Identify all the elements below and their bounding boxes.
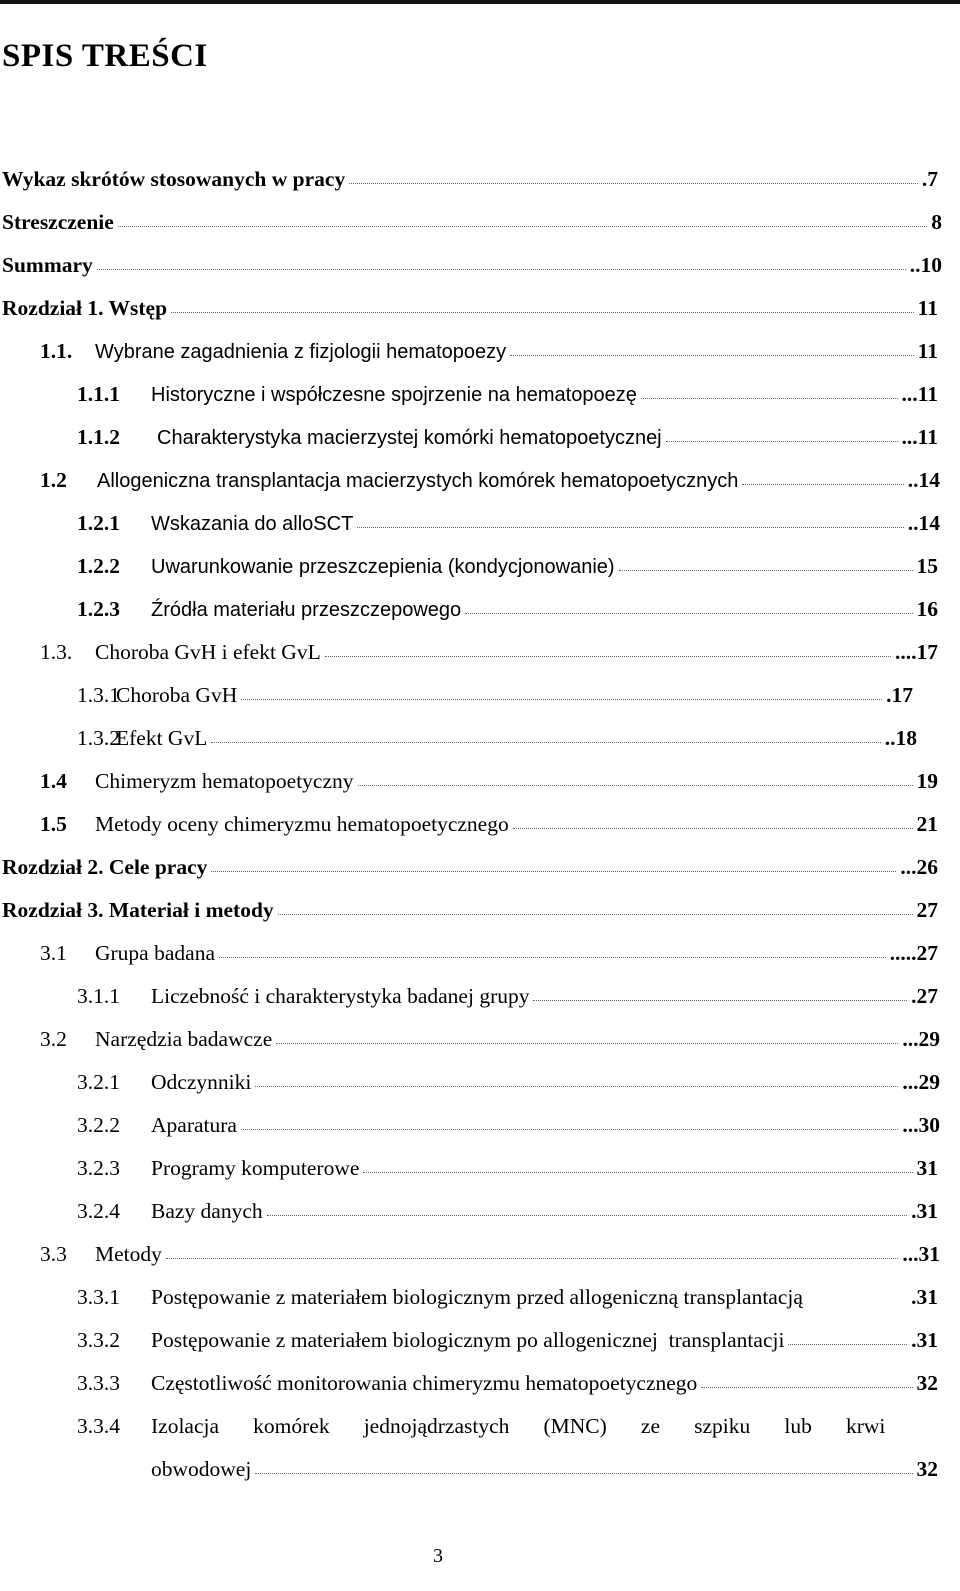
- toc-entry-number: 1.2.1: [77, 510, 120, 535]
- toc-entry-leader: [241, 699, 882, 700]
- toc-entry-page: 19: [916, 768, 938, 793]
- toc-entry-title: Summary: [2, 252, 93, 277]
- toc-entry[interactable]: [2, 279, 938, 319]
- toc-entry[interactable]: [2, 193, 942, 233]
- toc-entry-page: ...29: [902, 1026, 940, 1051]
- toc-entry-leader: [219, 957, 886, 958]
- toc-entry[interactable]: [2, 838, 938, 878]
- toc-entry-page: 32: [916, 1456, 938, 1481]
- toc-entry-leader: [641, 398, 898, 399]
- toc-entry-number: 1.3.2: [77, 725, 120, 750]
- toc-entry-page: 16: [916, 596, 938, 621]
- toc-entry-page: .31: [911, 1198, 938, 1223]
- toc-entry-number: 1.2.2: [77, 553, 120, 578]
- toc-entry-page: ..10: [909, 252, 942, 277]
- toc-entry-title: Historyczne i współczesne spojrzenie na hematopoezę: [151, 384, 637, 406]
- toc-entry-page: ..14: [907, 467, 940, 492]
- toc-entry-leader: [349, 183, 918, 184]
- top-rule: [0, 0, 960, 4]
- toc-entry-title: Izolacja komórek jednojądrzastych (MNC) ze szpiku lub krwi: [151, 1413, 886, 1438]
- toc-entry[interactable]: [77, 1096, 940, 1136]
- toc-entry-page: ....17: [895, 639, 938, 664]
- toc-entry-title: Choroba GvH i efekt GvL: [95, 639, 321, 664]
- toc-entry-number: 3.3: [40, 1241, 67, 1266]
- page-title: SPIS TREŚCI: [2, 38, 208, 74]
- toc-entry-page: .27: [911, 983, 938, 1008]
- toc-entry-leader: [510, 355, 914, 356]
- toc-entry[interactable]: [77, 967, 938, 1007]
- toc-entry[interactable]: [77, 1354, 938, 1394]
- toc-entry-leader: [267, 1215, 907, 1216]
- toc-entry-leader: [278, 914, 913, 915]
- toc-entry[interactable]: [77, 408, 938, 448]
- toc-entry-title: Charakterystyka macierzystej komórki hematopoetycznej: [157, 427, 662, 449]
- toc-entry-title: Odczynniki: [151, 1069, 252, 1094]
- toc-entry-page: 32: [916, 1370, 938, 1395]
- toc-entry-number: 3.3.3: [77, 1370, 120, 1395]
- toc-entry-page: 15: [916, 553, 938, 578]
- toc-entry-title: Chimeryzm hematopoetyczny: [95, 768, 354, 793]
- toc-entry-page: 8: [931, 209, 942, 234]
- toc-entry-title: Wybrane zagadnienia z fizjologii hematopoezy: [95, 341, 507, 363]
- toc-entry-page: 21: [916, 811, 938, 836]
- toc-entry[interactable]: [40, 795, 938, 835]
- toc-entry-page: 31: [916, 1155, 938, 1180]
- toc-entry[interactable]: [77, 666, 913, 706]
- toc-entry-title: Postępowanie z materiałem biologicznym przed allogeniczną transplantacją: [151, 1284, 803, 1309]
- toc-entry-leader: [465, 613, 912, 614]
- toc-entry[interactable]: [40, 623, 938, 663]
- toc-entry-number: 3.1: [40, 940, 67, 965]
- toc-entry-title: Narzędzia badawcze: [95, 1026, 273, 1051]
- toc-entry-title: Allogeniczna transplantacja macierzystych komórek hematopoetycznych: [97, 470, 739, 492]
- toc-entry[interactable]: [77, 1311, 938, 1351]
- toc-entry-leader: [211, 871, 896, 872]
- toc-entry[interactable]: [77, 494, 940, 534]
- toc-entry-title: Aparatura: [151, 1112, 237, 1137]
- toc-entry-number: 1.5: [40, 811, 67, 836]
- toc-entry-title: Częstotliwość monitorowania chimeryzmu hematopoetycznego: [151, 1370, 698, 1395]
- toc-entry-leader: [788, 1344, 907, 1345]
- toc-entry-number: 1.3.1: [77, 682, 120, 707]
- toc-entry-number: 1.2.3: [77, 596, 120, 621]
- toc-entry-page: .17: [886, 682, 913, 707]
- toc-entry[interactable]: [77, 1139, 938, 1179]
- toc-entry-page: ...31: [902, 1241, 940, 1266]
- toc-entry-number: 1.1.1: [77, 381, 120, 406]
- toc-entry-page: .31: [911, 1284, 938, 1309]
- toc-entry-number: 1.1.: [40, 338, 73, 363]
- toc-entry-number: 3.2.2: [77, 1112, 120, 1137]
- toc-entry-page: ..14: [907, 510, 940, 535]
- toc-entry-leader: [241, 1129, 898, 1130]
- toc-entry[interactable]: [2, 150, 938, 190]
- toc-entry-number: 3.3.1: [77, 1284, 120, 1309]
- page-number: 3: [433, 1545, 443, 1567]
- toc-entry-title: Rozdział 2. Cele pracy: [2, 854, 208, 879]
- toc-entry-leader: [171, 312, 914, 313]
- toc-entry-leader: [619, 570, 913, 571]
- toc-entry-title: Grupa badana: [95, 940, 215, 965]
- toc-entry-leader: [358, 785, 913, 786]
- toc-entry-page: ..18: [884, 725, 917, 750]
- toc-entry-number: 1.3.: [40, 639, 73, 664]
- toc-entry-page: 11: [917, 295, 938, 320]
- toc-entry-number: 3.2: [40, 1026, 67, 1051]
- toc-entry-number: 1.1.2: [77, 424, 120, 449]
- toc-entry-title: obwodowej: [151, 1456, 252, 1481]
- toc-entry-number: 1.4: [40, 768, 67, 793]
- toc-entry[interactable]: [2, 881, 938, 921]
- toc-entry-number: 1.2: [40, 467, 67, 492]
- toc-entry-page: ...30: [902, 1112, 940, 1137]
- toc-entry-leader: [166, 1258, 898, 1259]
- toc-entry-number: 3.3.2: [77, 1327, 120, 1352]
- toc-entry-page: ...26: [900, 854, 938, 879]
- toc-entry-title: Programy komputerowe: [151, 1155, 360, 1180]
- toc-entry-leader: [325, 656, 891, 657]
- toc-entry-title: Streszczenie: [2, 209, 114, 234]
- toc-entry-page: 11: [917, 338, 938, 363]
- toc-entry[interactable]: [77, 1268, 938, 1308]
- toc-entry-leader: [211, 742, 880, 743]
- toc-entry-page: ...11: [901, 381, 938, 406]
- toc-entry[interactable]: [40, 1225, 940, 1265]
- toc-entry[interactable]: [77, 1397, 917, 1437]
- toc-entry-title: Bazy danych: [151, 1198, 263, 1223]
- toc-entry[interactable]: [40, 322, 938, 362]
- toc-entry-leader: [255, 1473, 912, 1474]
- toc-entry-leader: [97, 269, 906, 270]
- toc-entry-title: Wskazania do alloSCT: [151, 513, 354, 535]
- toc-entry[interactable]: [151, 1440, 938, 1480]
- toc-entry-page: 27: [916, 897, 938, 922]
- toc-entry-title: Choroba GvH: [116, 682, 238, 707]
- toc-entry-title: Metody: [95, 1241, 162, 1266]
- toc-entry-title: Rozdział 3. Materiał i metody: [2, 897, 274, 922]
- toc-entry-title: Uwarunkowanie przeszczepienia (kondycjonowanie): [151, 556, 615, 578]
- toc-entry[interactable]: [40, 451, 940, 491]
- toc-entry[interactable]: [77, 580, 938, 620]
- toc-entry-number: 3.2.1: [77, 1069, 120, 1094]
- toc-entry-leader: [357, 527, 903, 528]
- toc-entry-number: 3.1.1: [77, 983, 120, 1008]
- toc-entry[interactable]: [77, 1182, 938, 1222]
- toc-entry-page: ...11: [901, 424, 938, 449]
- toc-entry[interactable]: [77, 365, 938, 405]
- toc-entry-title: Rozdział 1. Wstęp: [2, 295, 168, 320]
- toc-entry-page: .31: [911, 1327, 938, 1352]
- toc-entry-page: .....27: [889, 940, 938, 965]
- toc-entry-page: ...29: [902, 1069, 940, 1094]
- toc-entry-number: 3.2.3: [77, 1155, 120, 1180]
- toc-entry-title: Liczebność i charakterystyka badanej grupy: [151, 983, 530, 1008]
- toc-entry-leader: [276, 1043, 898, 1044]
- toc-entry[interactable]: [77, 1053, 940, 1093]
- toc-entry[interactable]: [40, 924, 938, 964]
- toc-entry-leader: [513, 828, 913, 829]
- toc-entry-number: 3.2.4: [77, 1198, 120, 1223]
- toc-entry[interactable]: [40, 1010, 940, 1050]
- toc-entry-title: Wykaz skrótów stosowanych w pracy: [2, 166, 346, 191]
- toc-entry-page: .7: [921, 166, 938, 191]
- toc-entry[interactable]: [77, 709, 917, 749]
- toc-entry-leader: [255, 1086, 898, 1087]
- toc-entry-title: Postępowanie z materiałem biologicznym po allogenicznej transplantacji: [151, 1327, 785, 1352]
- toc-entry-leader: [363, 1172, 912, 1173]
- toc-entry[interactable]: [77, 537, 938, 577]
- toc-entry-title: Źródła materiału przeszczepowego: [151, 599, 462, 621]
- toc-entry-leader: [742, 484, 903, 485]
- toc-entry-title: Efekt GvL: [116, 725, 208, 750]
- toc-entry-leader: [533, 1000, 907, 1001]
- toc-entry[interactable]: [2, 236, 942, 276]
- toc-entry-leader: [701, 1387, 912, 1388]
- toc-entry-leader: [118, 226, 927, 227]
- toc-entry[interactable]: [40, 752, 938, 792]
- toc-entry-leader: [666, 441, 898, 442]
- toc-entry-title: Metody oceny chimeryzmu hematopoetycznego: [95, 811, 509, 836]
- toc-entry-number: 3.3.4: [77, 1413, 120, 1438]
